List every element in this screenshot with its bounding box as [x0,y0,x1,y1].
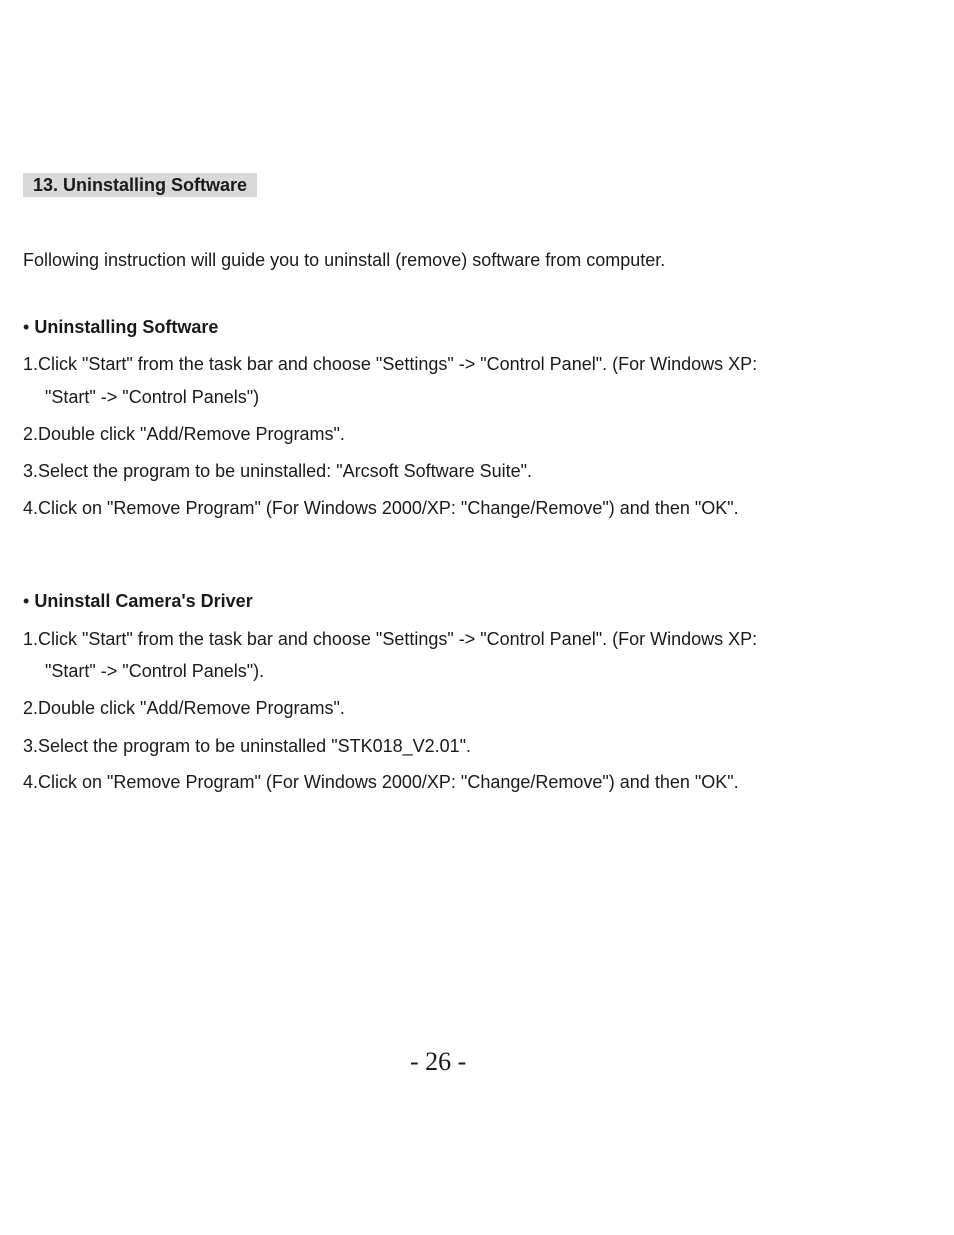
driver-step: 1.Click "Start" from the task bar and choose "Settings" -> "Control Panel". (For Windows XP: [23,629,758,649]
software-step-continuation: "Start" -> "Control Panels") [45,387,260,407]
software-step: 1.Click "Start" from the task bar and choose "Settings" -> "Control Panel". (For Windows XP: [23,354,758,374]
driver-subheading-title: Uninstall Camera's Driver [34,591,253,611]
driver-step-continuation: "Start" -> "Control Panels"). [45,661,265,681]
driver-step: 3.Select the program to be uninstalled "STK018_V2.01". [23,736,472,756]
driver-subheading [23,589,253,613]
intro-text: Following instruction will guide you to uninstall (remove) software from computer. [23,250,666,270]
bullet: • [23,591,30,611]
page-number: - 26 - [410,1047,467,1076]
driver-step: 2.Double click "Add/Remove Programs". [23,698,345,718]
software-subheading [23,315,218,339]
driver-step: 4.Click on "Remove Program" (For Windows 2000/XP: "Change/Remove") and then "OK". [23,772,739,792]
software-step: 3.Select the program to be uninstalled: "Arcsoft Software Suite". [23,461,533,481]
software-step: 4.Click on "Remove Program" (For Windows 2000/XP: "Change/Remove") and then "OK". [23,498,739,518]
bullet: • [23,317,30,337]
section-heading: 13. Uninstalling Software [23,173,257,197]
software-subheading-title: Uninstalling Software [34,317,219,337]
software-step: 2.Double click "Add/Remove Programs". [23,424,345,444]
